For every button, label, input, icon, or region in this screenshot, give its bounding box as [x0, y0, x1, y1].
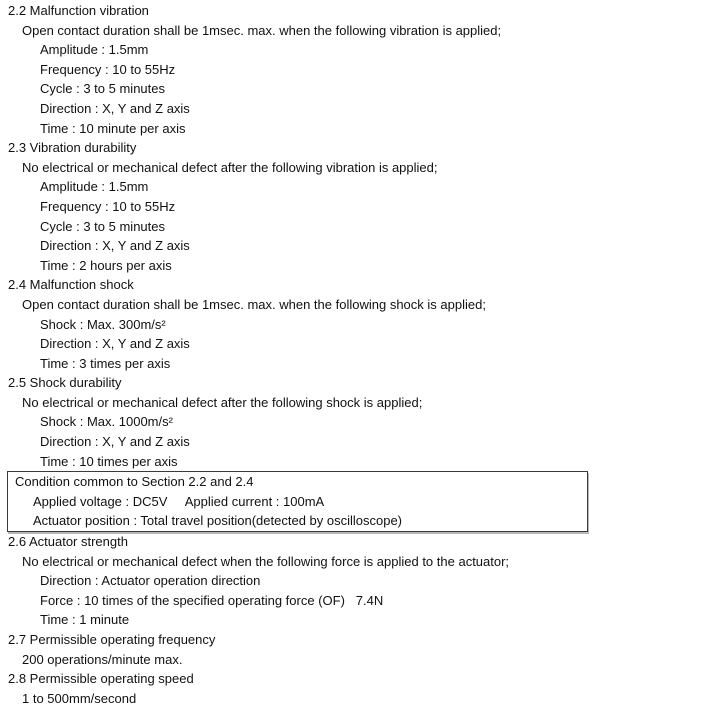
section-heading: 2.7 Permissible operating frequency: [8, 632, 216, 647]
spec-line: Open contact duration shall be 1msec. max. when the following vibration is applied;: [22, 22, 502, 38]
spec-line: Time : 3 times per axis: [40, 355, 171, 371]
spec-line: Amplitude : 1.5mm: [40, 42, 149, 58]
section-heading: 2.2 Malfunction vibration: [8, 3, 149, 18]
spec-line: Shock : Max. 1000m/s²: [40, 414, 173, 430]
spec-line: Actuator position : Total travel position(detected by oscilloscope): [33, 513, 403, 529]
spec-line: Cycle : 3 to 5 minutes: [40, 218, 165, 234]
spec-line: Amplitude : 1.5mm: [40, 179, 149, 195]
spec-line: Time : 2 hours per axis: [40, 257, 172, 273]
section-heading: 2.8 Permissible operating speed: [8, 671, 194, 687]
spec-line: Direction : Actuator operation direction: [40, 573, 261, 589]
spec-line: Direction : X, Y and Z axis: [40, 238, 190, 254]
section-heading: 2.6 Actuator strength: [8, 534, 128, 550]
condition-common-box: [7, 471, 588, 532]
spec-line: No electrical or mechanical defect after the following shock is applied;: [22, 394, 423, 410]
spec-line: Time : 10 times per axis: [40, 453, 178, 469]
spec-line: Time : 10 minute per axis: [40, 120, 186, 136]
spec-line: Cycle : 3 to 5 minutes: [40, 81, 165, 97]
spec-line: No electrical or mechanical defect after the following vibration is applied;: [22, 159, 438, 175]
spec-line: Direction : X, Y and Z axis: [40, 434, 190, 450]
spec-sections-bottom: [0, 532, 724, 707]
spec-line: No electrical or mechanical defect when the following force is applied to the actuator;: [22, 553, 510, 569]
spec-line: Applied voltage : DC5V Applied current : 100mA: [33, 493, 325, 509]
spec-sections-top: [0, 1, 724, 471]
section-heading: 2.4 Malfunction shock: [8, 277, 134, 293]
spec-line: Time : 1 minute: [40, 612, 130, 628]
spec-line: Force : 10 times of the specified operating force (OF) 7.4N: [40, 592, 384, 608]
spec-line: Frequency : 10 to 55Hz: [40, 61, 176, 77]
section-heading: 2.3 Vibration durability: [8, 140, 137, 156]
section-heading: Condition common to Section 2.2 and 2.4: [15, 474, 254, 490]
spec-line: Shock : Max. 300m/s²: [40, 316, 166, 332]
spec-line: 200 operations/minute max.: [22, 651, 183, 667]
section-heading: 2.5 Shock durability: [8, 375, 122, 391]
spec-line: Direction : X, Y and Z axis: [40, 100, 190, 116]
spec-line: Frequency : 10 to 55Hz: [40, 198, 176, 214]
spec-line: Direction : X, Y and Z axis: [40, 336, 190, 352]
condition-box-lines: [8, 472, 587, 531]
spec-line: 1 to 500mm/second: [22, 690, 137, 706]
spec-line: Open contact duration shall be 1msec. max. when the following shock is applied;: [22, 296, 486, 312]
